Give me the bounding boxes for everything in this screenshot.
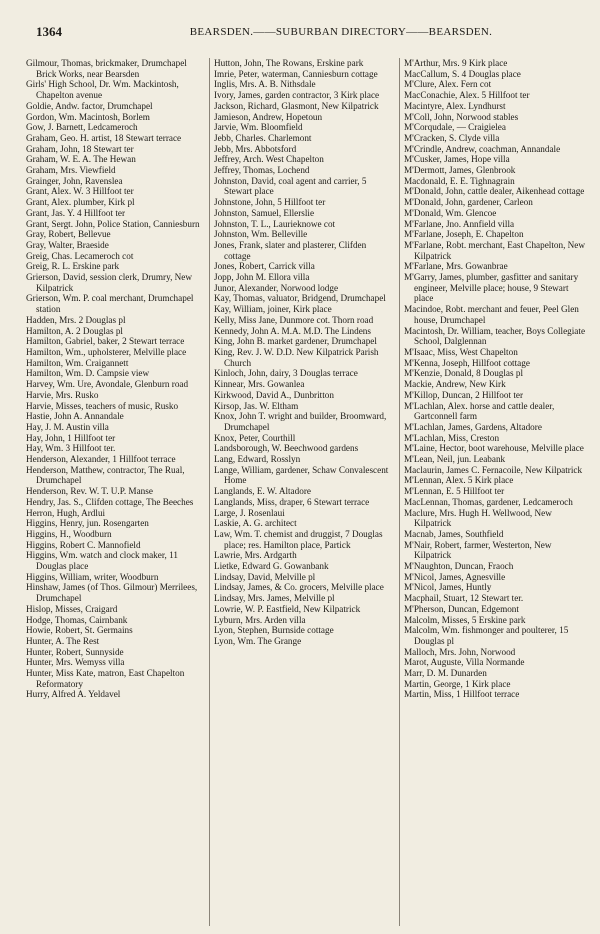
directory-entry: Hunter, Miss Kate, matron, East Chapelton Reformatory bbox=[26, 668, 185, 689]
directory-entry: Goldie, Andw. factor, Drumchapel bbox=[26, 100, 153, 111]
directory-entry: Jopp, John M. Ellora villa bbox=[214, 272, 310, 283]
directory-entry: M'Cusker, James, Hope villa bbox=[404, 154, 510, 165]
directory-entry: Graham, Geo. H. artist, 18 Stewart terrace bbox=[26, 132, 182, 143]
directory-entry: Langlands, E. W. Altadore bbox=[214, 486, 311, 497]
directory-entry: Higgins, William, writer, Woodburn bbox=[26, 571, 159, 582]
directory-entry: Jebb, Mrs. Abbotsford bbox=[214, 143, 297, 154]
directory-entry: MacCallum, S. 4 Douglas place bbox=[404, 68, 521, 79]
directory-entry: M'Lachlan, James, Gardens, Altadore bbox=[404, 421, 542, 432]
directory-entry: Martin, George, 1 Kirk place bbox=[404, 678, 511, 689]
directory-entry: Johnston, T. L., Laurieknowe cot bbox=[214, 218, 336, 229]
directory-entry: Malloch, Mrs. John, Norwood bbox=[404, 646, 516, 657]
directory-entry: Grant, Alex. plumber, Kirk pl bbox=[26, 197, 135, 208]
directory-entry: Ivory, James, garden contractor, 3 Kirk place bbox=[214, 90, 380, 101]
directory-entry: Higgins, H., Woodburn bbox=[26, 528, 112, 539]
directory-entry: M'Lachlan, Alex. horse and cattle dealer, Gartconnell farm bbox=[404, 400, 555, 422]
directory-entry: Lietke, Edward G. Gowanbank bbox=[214, 561, 329, 572]
directory-entry: Macintosh, Dr. William, teacher, Boys Collegiate School, Dalglennan bbox=[404, 325, 586, 347]
directory-entry: Malcolm, Wm. fishmonger and poulterer, 15 Douglas pl bbox=[404, 625, 569, 646]
directory-entry: Hay, John, 1 Hillfoot ter bbox=[26, 432, 116, 443]
directory-entry: Jones, Robert, Carrick villa bbox=[214, 261, 315, 272]
directory-entry: Landsborough, W. Beechwood gardens bbox=[214, 443, 359, 454]
directory-entry: Graham, John, 18 Stewart ter bbox=[26, 143, 134, 154]
directory-entry: Harvie, Mrs. Rusko bbox=[26, 389, 99, 400]
directory-entry: Johnstone, John, 5 Hillfoot ter bbox=[214, 197, 326, 208]
directory-entry: Law, Wm. T. chemist and druggist, 7 Douglas place; res. Hamilton place, Partick bbox=[214, 528, 383, 550]
column-divider bbox=[399, 58, 400, 926]
directory-entry: Marot, Auguste, Villa Normande bbox=[404, 657, 525, 668]
directory-entry: M'Garry, James, plumber, gasfitter and sanitary engineer, Melville place; house, 9 Stewart place bbox=[404, 272, 579, 304]
directory-entry: Henderson, Rev. W. T. U.P. Manse bbox=[26, 486, 153, 497]
directory-entry: Greig, R. L. Erskine park bbox=[26, 261, 120, 272]
directory-entry: Hodge, Thomas, Cairnbank bbox=[26, 614, 128, 625]
directory-entry: Maclaurin, James C. Fernacoile, New Kilpatrick bbox=[404, 464, 583, 475]
column-divider bbox=[209, 58, 210, 926]
directory-entry: Jebb, Charles. Charlemont bbox=[214, 132, 312, 143]
directory-entry: M'Donald, John, gardener, Carleon bbox=[404, 197, 533, 208]
directory-entry: Kinloch, John, dairy, 3 Douglas terrace bbox=[214, 368, 358, 379]
page-header bbox=[0, 20, 600, 42]
directory-entry: Henderson, Matthew, contractor, The Rual, Drumchapel bbox=[26, 464, 185, 486]
directory-entry: M'Donald, John, cattle dealer, Aikenhead cottage bbox=[404, 186, 585, 197]
directory-entry: Lindsay, James, & Co. grocers, Melville place bbox=[214, 582, 384, 593]
directory-entry: M'Lean, Neil, jun. Leabank bbox=[404, 454, 506, 465]
directory-entry: Greig, Chas. Lecameroch cot bbox=[26, 250, 134, 261]
directory-entry: MacLennan, Thomas, gardener, Ledcameroch bbox=[404, 496, 573, 507]
directory-entry: Kennedy, John A. M.A. M.D. The Lindens bbox=[214, 325, 371, 336]
directory-entry: M'Clure, Alex. Fern cot bbox=[404, 79, 492, 90]
directory-entry: Hastie, John A. Annandale bbox=[26, 411, 124, 422]
directory-entry: M'Cracken, S. Clyde villa bbox=[404, 132, 500, 143]
directory-column-2 bbox=[214, 58, 394, 930]
directory-entry: Macphail, Stuart, 12 Stewart ter. bbox=[404, 593, 524, 604]
directory-entry: Lowrie, W. P. Eastfield, New Kilpatrick bbox=[214, 603, 361, 614]
directory-entry: M'Kenna, Joseph, Hillfoot cottage bbox=[404, 357, 530, 368]
directory-entry: Jeffrey, Arch. West Chapelton bbox=[214, 154, 324, 165]
directory-entry: Graham, Mrs. Viewfield bbox=[26, 165, 116, 176]
directory-entry: M'Kenzie, Donald, 8 Douglas pl bbox=[404, 368, 524, 379]
directory-entry: Grant, Alex. W. 3 Hillfoot ter bbox=[26, 186, 134, 197]
directory-entry: Gordon, Wm. Macintosh, Borlem bbox=[26, 111, 150, 122]
directory-entry: M'Nicol, James, Agnesville bbox=[404, 571, 506, 582]
page-number: 1364 bbox=[36, 24, 62, 39]
directory-entry: Lindsay, David, Melville pl bbox=[214, 571, 316, 582]
directory-entry: Macnab, James, Southfield bbox=[404, 528, 504, 539]
directory-entry: Lyon, Wm. The Grange bbox=[214, 635, 302, 646]
directory-entry: Graham, W. E. A. The Hewan bbox=[26, 154, 136, 165]
directory-entry: Macdonald, E. E. Tighnagrain bbox=[404, 175, 515, 186]
directory-entry: Macindoe, Robt. merchant and feuer, Peel Glen house, Drumchapel bbox=[404, 304, 579, 325]
directory-entry: Lindsay, Mrs. James, Melville pl bbox=[214, 593, 335, 604]
directory-entry: Junor, Alexander, Norwood lodge bbox=[214, 282, 339, 293]
directory-entry: Johnston, Wm. Belleville bbox=[214, 229, 308, 240]
directory-entry: Hay, J. M. Austin villa bbox=[26, 421, 109, 432]
directory-entry: M'Laine, Hector, boot warehouse, Melville place bbox=[404, 443, 584, 454]
directory-entry: M'Corqudale, — Craigielea bbox=[404, 122, 506, 133]
directory-entry: M'Farlane, Jno. Annfield villa bbox=[404, 218, 515, 229]
directory-entry: Gray, Robert, Bellevue bbox=[26, 229, 111, 240]
directory-entry: Hamilton, Wm. D. Campsie view bbox=[26, 368, 150, 379]
directory-entry: Lyon, Stephen, Burnside cottage bbox=[214, 625, 334, 636]
directory-entry: M'Farlane, Robt. merchant, East Chapelton, New Kilpatrick bbox=[404, 239, 586, 261]
directory-entry: Imrie, Peter, waterman, Canniesburn cottage bbox=[214, 68, 378, 79]
directory-entry: MacConachie, Alex. 5 Hillfoot ter bbox=[404, 90, 530, 101]
directory-entry: Marr, D. M. Dunarden bbox=[404, 668, 487, 679]
directory-entry: Kelly, Miss Jane, Dunmore cot. Thorn road bbox=[214, 314, 374, 325]
running-title: BEARSDEN.——SUBURBAN DIRECTORY——BEARSDEN. bbox=[189, 26, 493, 38]
directory-entry: M'Donald, Wm. Glencoe bbox=[404, 207, 497, 218]
directory-entry: M'Nicol, James, Huntly bbox=[404, 582, 492, 593]
directory-entry: Hendry, Jas. S., Clifden cottage, The Beeches bbox=[26, 496, 194, 507]
directory-entry: Johnston, Samuel, Ellerslie bbox=[214, 207, 315, 218]
directory-entry: Higgins, Henry, jun. Rosengarten bbox=[26, 518, 149, 529]
directory-entry: Knox, Peter, Courthill bbox=[214, 432, 296, 443]
directory-entry: M'Killop, Duncan, 2 Hillfoot ter bbox=[404, 389, 524, 400]
directory-entry: Hamilton, Gabriel, baker, 2 Stewart terrace bbox=[26, 336, 185, 347]
directory-entry: Grant, Sergt. John, Police Station, Canniesburn bbox=[26, 218, 200, 229]
directory-entry: Hislop, Misses, Craigard bbox=[26, 603, 118, 614]
directory-entry: Hurry, Alfred A. Yeldavel bbox=[26, 689, 121, 700]
directory-entry: Herron, Hugh, Ardlui bbox=[26, 507, 106, 518]
directory-entry: Grierson, Wm. P. coal merchant, Drumchapel station bbox=[26, 293, 194, 315]
directory-entry: M'Crindle, Andrew, coachman, Annandale bbox=[404, 143, 561, 154]
directory-entry: Hunter, Robert, Sunnyside bbox=[26, 646, 124, 657]
directory-entry: M'Lennan, Alex. 5 Kirk place bbox=[404, 475, 514, 486]
directory-entry: Hadden, Mrs. 2 Douglas pl bbox=[26, 314, 126, 325]
directory-entry: Hinshaw, James (of Thos. Gilmour) Merrilees, Drumchapel bbox=[26, 582, 198, 604]
directory-column-1 bbox=[26, 58, 206, 930]
directory-entry: Higgins, Wm. watch and clock maker, 11 Douglas place bbox=[26, 550, 178, 572]
directory-entry: M'Farlane, Mrs. Gowanbrae bbox=[404, 261, 508, 272]
directory-entry: Maclure, Mrs. Hugh H. Wellwood, New Kilpatrick bbox=[404, 507, 552, 529]
directory-entry: Lyburn, Mrs. Arden villa bbox=[214, 614, 306, 625]
directory-entry: Jarvie, Wm. Bloomfield bbox=[214, 122, 303, 133]
directory-entry: Kay, William, joiner, Kirk place bbox=[214, 304, 332, 315]
directory-entry: Gow, J. Barnett, Ledcameroch bbox=[26, 122, 138, 133]
directory-entry: Lang, Edward, Rosslyn bbox=[214, 454, 301, 465]
directory-entry: Hunter, Mrs. Wemyss villa bbox=[26, 657, 125, 668]
directory-entry: Gilmour, Thomas, brickmaker, Drumchapel Brick Works, near Bearsden bbox=[26, 58, 187, 79]
directory-column-3 bbox=[404, 58, 586, 930]
directory-entry: Grierson, David, session clerk, Drumry, New Kilpatrick bbox=[26, 272, 193, 293]
directory-entry: Lange, William, gardener, Schaw Convalescent Home bbox=[214, 464, 389, 486]
directory-entry: Harvey, Wm. Ure, Avondale, Glenburn road bbox=[26, 379, 189, 390]
directory-entry: Harvie, Misses, teachers of music, Rusko bbox=[26, 400, 179, 411]
directory-entry: Grainger, John, Ravenslea bbox=[26, 175, 123, 186]
directory-entry: Mackie, Andrew, New Kirk bbox=[404, 379, 506, 390]
directory-entry: Gray, Walter, Braeside bbox=[26, 239, 109, 250]
directory-entry: Jones, Frank, slater and plasterer, Clifden cottage bbox=[214, 239, 367, 261]
directory-entry: Higgins, Robert C. Mannofield bbox=[26, 539, 141, 550]
directory-entry: King, John B. market gardener, Drumchapel bbox=[214, 336, 377, 347]
directory-entry: Hutton, John, The Rowans, Erskine park bbox=[214, 58, 364, 68]
directory-entry: M'Coll, John, Norwood stables bbox=[404, 111, 519, 122]
directory-entry: M'Dermott, James, Glenbrook bbox=[404, 165, 516, 176]
directory-entry: Girls' High School, Dr. Wm. Mackintosh, Chapelton avenue bbox=[26, 79, 179, 101]
directory-entry: Knox, John T. wright and builder, Broomward, Drumchapel bbox=[214, 411, 387, 432]
directory-entry: Grant, Jas. Y. 4 Hillfoot ter bbox=[26, 207, 126, 218]
directory-entry: Langlands, Miss, draper, 6 Stewart terrace bbox=[214, 496, 370, 507]
directory-entry: Jeffrey, Thomas, Lochend bbox=[214, 165, 310, 176]
directory-entry: Hamilton, Wm., upholsterer, Melville place bbox=[26, 346, 187, 357]
directory-entry: M'Lennan, E. 5 Hillfoot ter bbox=[404, 486, 505, 497]
directory-entry: Kirkwood, David A., Dunbritton bbox=[214, 389, 334, 400]
directory-entry: Henderson, Alexander, 1 Hillfoot terrace bbox=[26, 454, 176, 465]
directory-entry: Kinnear, Mrs. Gowanlea bbox=[214, 379, 305, 390]
directory-entry: M'Nair, Robert, farmer, Westerton, New Kilpatrick bbox=[404, 539, 552, 561]
directory-entry: Inglis, Mrs. A. B. Nithsdale bbox=[214, 79, 316, 90]
directory-entry: M'Lachlan, Miss, Creston bbox=[404, 432, 500, 443]
directory-entry: Laskie, A. G. architect bbox=[214, 518, 297, 529]
directory-entry: Kirsop, Jas. W. Eltham bbox=[214, 400, 299, 411]
directory-entry: M'Naughton, Duncan, Fraoch bbox=[404, 561, 514, 572]
directory-entry: M'Arthur, Mrs. 9 Kirk place bbox=[404, 58, 508, 68]
directory-entry: Jamieson, Andrew, Hopetoun bbox=[214, 111, 323, 122]
directory-entry: Howie, Robert, St. Germains bbox=[26, 625, 133, 636]
directory-entry: M'Farlane, Joseph, E. Chapelton bbox=[404, 229, 524, 240]
directory-entry: Hunter, A. The Rest bbox=[26, 635, 100, 646]
directory-entry: Kay, Thomas, valuator, Bridgend, Drumchapel bbox=[214, 293, 386, 304]
directory-entry: M'Pherson, Duncan, Edgemont bbox=[404, 603, 519, 614]
directory-entry: Hay, Wm. 3 Hillfoot ter. bbox=[26, 443, 116, 454]
directory-entry: M'Isaac, Miss, West Chapelton bbox=[404, 346, 518, 357]
directory-entry: King, Rev. J. W. D.D. New Kilpatrick Parish Church bbox=[214, 346, 379, 368]
directory-entry: Hamilton, A. 2 Douglas pl bbox=[26, 325, 123, 336]
directory-entry: Martin, Miss, 1 Hillfoot terrace bbox=[404, 689, 520, 700]
directory-entry: Large, J. Rosenlaui bbox=[214, 507, 285, 518]
directory-entry: Johnston, David, coal agent and carrier, 5 Stewart place bbox=[214, 175, 367, 197]
directory-entry: Jackson, Richard, Glasmont, New Kilpatrick bbox=[214, 100, 379, 111]
directory-entry: Macintyre, Alex. Lyndhurst bbox=[404, 100, 506, 111]
directory-entry: Malcolm, Misses, 5 Erskine park bbox=[404, 614, 526, 625]
directory-entry: Hamilton, Wm. Craigannett bbox=[26, 357, 129, 368]
directory-entry: Lawrie, Mrs. Ardgarth bbox=[214, 550, 297, 561]
